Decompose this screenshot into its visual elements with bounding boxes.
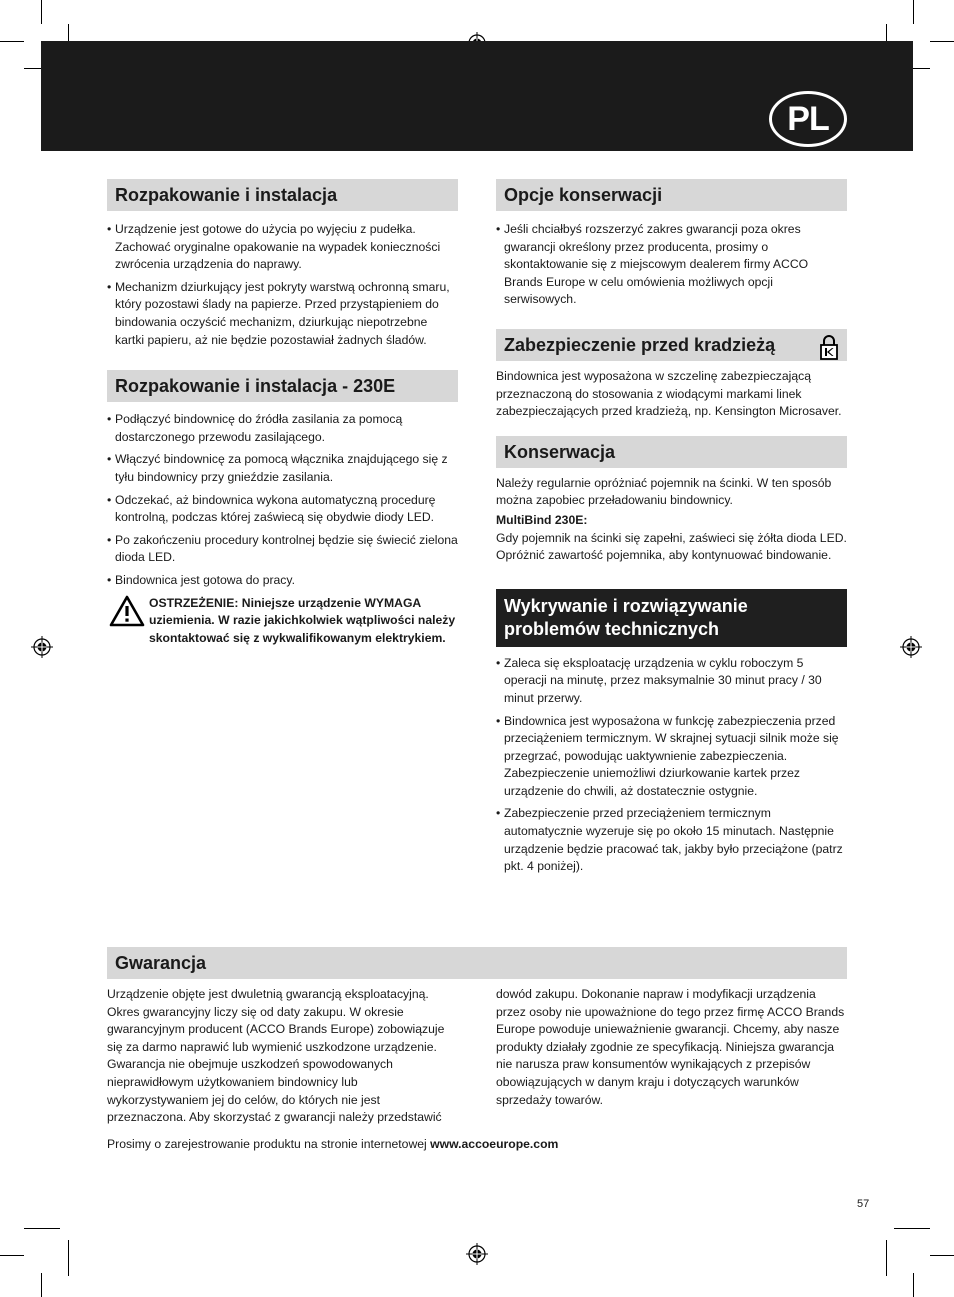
left-column [107, 179, 458, 647]
crop-mark [886, 1240, 887, 1276]
registration-mark-icon [900, 636, 922, 658]
crop-mark [0, 1255, 24, 1256]
warning-icon [109, 595, 145, 627]
list-item: • Jeśli chciałbyś rozszerzyć zakres gwarancji poza okres gwarancji określony przez producenta, prosimy o skontaktowanie się z miejscowym dealerem firmy ACCO Brands Europe w celu omówienia możliwych opcji serwisowych. [496, 221, 847, 309]
register-text: Prosimy o zarejestrowanie produktu na stronie internetowej [107, 1137, 431, 1151]
warranty-column-1: Urządzenie objęte jest dwuletnią gwarancją eksploatacyjną. Okres gwarancyjny liczy się od daty zakupu. W okresie gwarancyjnym producent (ACCO Brands Europe) zobowiązuje się za darmo naprawić lub wymienić uszkodzone urządzenie. Gwarancja nie obejmuje uszkodzeń spowodowanych nieprawidłowym użytkowaniem bindownicy lub wykorzystywaniem jej do celów, do których nie jest przeznaczona. Aby skorzystać z gwarancji należy przedstawić [107, 987, 445, 1125]
warranty-section [107, 947, 847, 979]
section-title-troubleshooting: Wykrywanie i rozwiązywanie problemów technicznych [496, 589, 847, 647]
section-title-unpacking: Rozpakowanie i instalacja [107, 179, 458, 211]
crop-mark [913, 0, 914, 24]
kensington-lock-icon [819, 334, 839, 360]
list-item: • Włączyć bindownicę za pomocą włącznika znajdującego się z tyłu bindownicy przy gnieździe zasilania. [107, 451, 458, 486]
unpacking-list [107, 221, 458, 349]
unpacking-230e-list [107, 411, 458, 589]
warranty-column-2: dowód zakupu. Dokonanie napraw i modyfikacji urządzenia przez osoby nie upoważnione do tego przez firmę ACCO Brands Europe powoduje unieważnienie gwarancji. Chcemy, aby nasze produkty działały zgodnie ze specyfikacją. Niniejsza gwarancja nie narusza praw konsumentów wynikających z przepisów obowiązujących w danym kraju i dotyczących warunków sprzedaży towarów. [496, 987, 845, 1107]
maintenance-model-text: Gdy pojemnik na ścinki się zapełni, zaświeci się żółta dioda LED. Opróżnić zawartość pojemnika, aby kontynuować bindowanie. [496, 530, 847, 563]
crop-mark [0, 41, 24, 42]
section-title-theft-protection [496, 329, 847, 361]
service-options-body [496, 221, 847, 309]
registration-mark-icon [466, 1243, 488, 1265]
crop-mark [930, 41, 954, 42]
list-item: • Zabezpieczenie przed przeciążeniem termicznym automatycznie wyzeruje się po około 15 minutach. Następnie urządzenie będzie pracować tak, jakby było przeciążone (patrz pkt. 4 poniżej). [496, 805, 847, 875]
crop-mark [41, 0, 42, 24]
maintenance-model-label: MultiBind 230E: [496, 512, 588, 527]
section-title-maintenance: Konserwacja [496, 436, 847, 468]
theft-protection-title: Zabezpieczenie przed kradzieżą [504, 334, 776, 355]
troubleshooting-body [496, 655, 847, 876]
list-item: • Odczekać, aż bindownica wykona automatyczną procedurę kontrolną, podczas której zaświecą się obydwie diody LED. [107, 492, 458, 527]
register-line [107, 1136, 847, 1154]
list-item: • Po zakończeniu procedury kontrolnej będzie się świecić zielona dioda LED. [107, 532, 458, 567]
maintenance-text: Należy regularnie opróżniać pojemnik na ścinki. W ten sposób można zapobiec przeładowaniu bindownicy. [496, 475, 832, 508]
maintenance-body [496, 475, 847, 565]
crop-mark [68, 1240, 69, 1276]
unpacking-body [107, 221, 458, 349]
register-link[interactable]: www.accoeurope.com [430, 1137, 559, 1151]
service-options-list [496, 221, 847, 309]
list-item: • Zaleca się eksploatację urządzenia w cyklu roboczym 5 operacji na minutę, przez maksymalnie 30 minut pracy / 30 minut przerwy. [496, 655, 847, 708]
crop-mark [930, 1255, 954, 1256]
crop-mark [24, 1228, 60, 1229]
list-item: • Mechanizm dziurkujący jest pokryty warstwą ochronną smaru, który pozostawi ślady na papierze. Przed przystąpieniem do bindowania oczyścić mechanizm, dziurkując niepotrzebne kartki papieru, aż nie będzie pozostawiał żadnych śladów. [107, 279, 458, 349]
crop-mark [41, 1273, 42, 1297]
section-title-unpacking-230e: Rozpakowanie i instalacja - 230E [107, 370, 458, 402]
crop-mark [894, 1228, 930, 1229]
theft-protection-body: Bindownica jest wyposażona w szczelinę zabezpieczającą przeznaczoną do stosowania z wiodącymi markami linek zabezpieczających przed kradzieżą, np. Kensington Microsaver. [496, 368, 842, 419]
unpacking-230e-body [107, 411, 458, 647]
list-item: • Podłączyć bindownicę do źródła zasilania za pomocą dostarczonego przewodu zasilającego. [107, 411, 458, 446]
section-title-warranty: Gwarancja [107, 947, 847, 979]
language-badge: PL [769, 91, 847, 147]
section-title-service-options: Opcje konserwacji [496, 179, 847, 211]
registration-mark-icon [31, 636, 53, 658]
troubleshooting-list [496, 655, 847, 876]
list-item: • Bindownica jest gotowa do pracy. [107, 572, 458, 590]
warning-notice [107, 595, 458, 648]
list-item: • Urządzenie jest gotowe do użycia po wyjęciu z pudełka. Zachować oryginalne opakowanie na wypadek konieczności zwrócenia urządzenia do naprawy. [107, 221, 458, 274]
warning-text: OSTRZEŻENIE: Niniejsze urządzenie WYMAGA uziemienia. W razie jakichkolwiek wątpliwości należy skontaktować się z wykwalifikowanym elektrykiem. [149, 595, 456, 645]
right-column [496, 179, 847, 881]
list-item: • Bindownica jest wyposażona w funkcję zabezpieczenia przed przeciążeniem termicznym. W skrajnej sytuacji silnik może się przegrzać, powodując uaktywnienie zabezpieczenia. Zabezpieczenie uniemożliwi dziurkowanie kartek przez urządzenie do chwili, aż dostatecznie ostygnie. [496, 713, 847, 801]
crop-mark [913, 1273, 914, 1297]
page-number: 57 [857, 1198, 870, 1210]
